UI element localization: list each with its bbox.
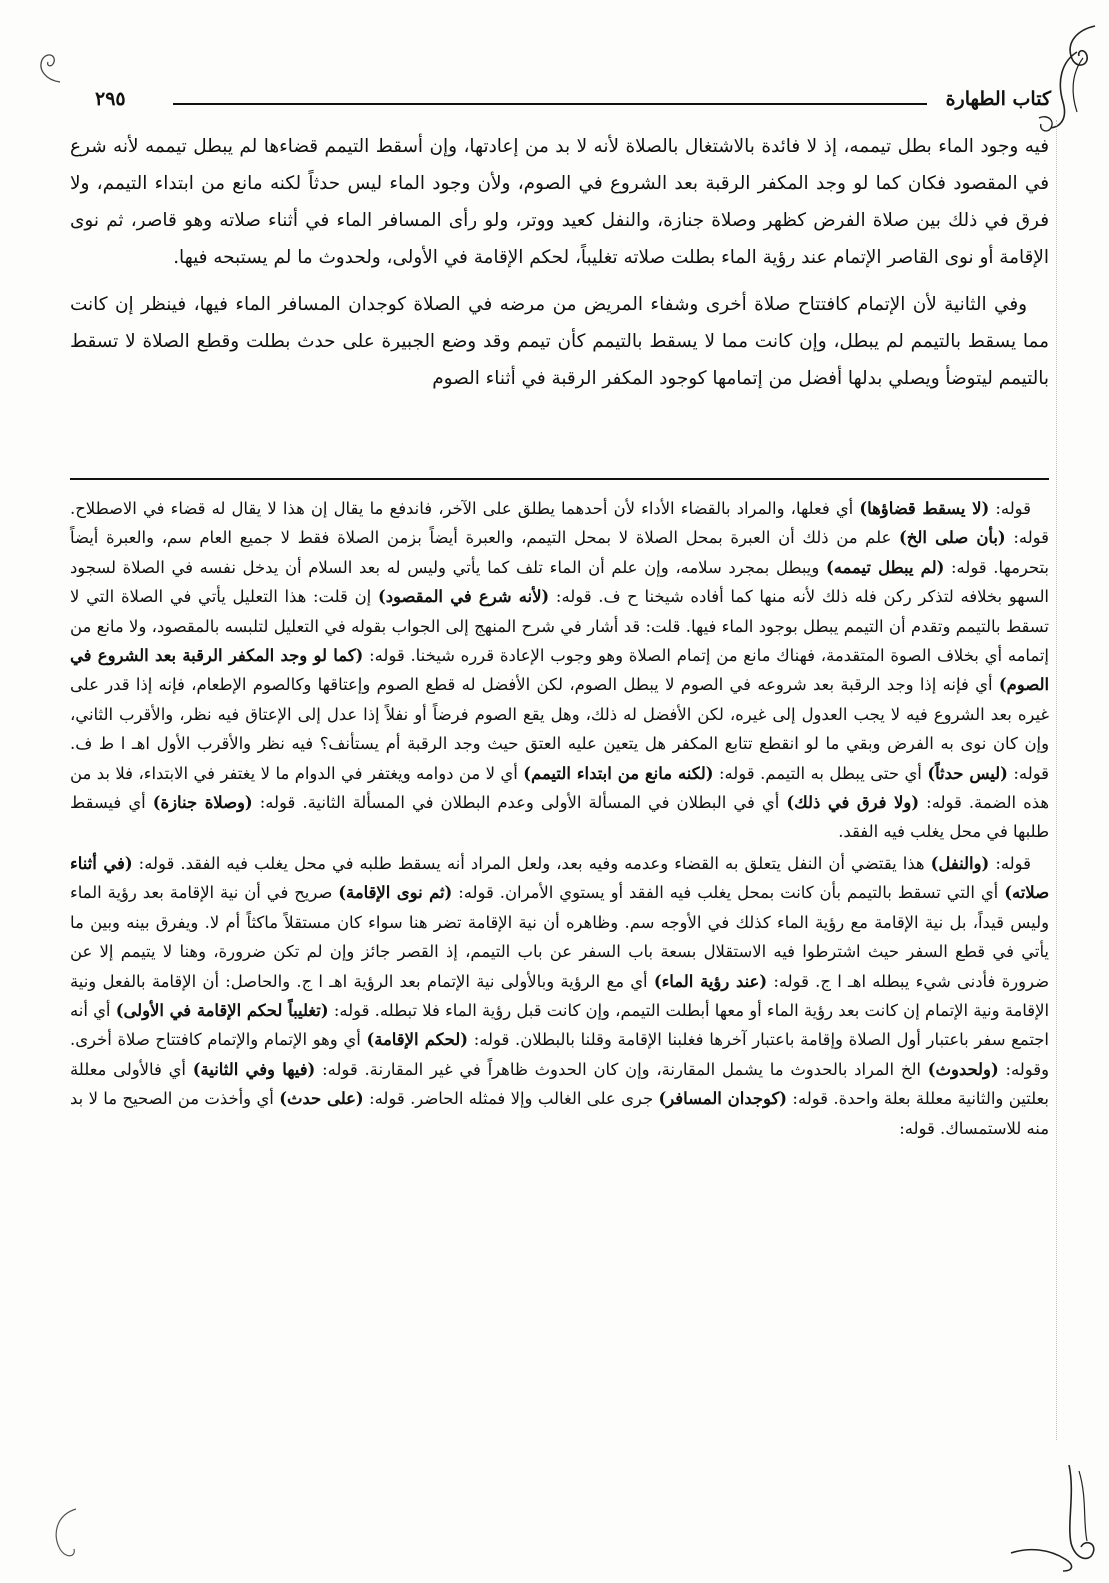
commentary-text-run: أي فالأولى معللة بعلتين والثانية معللة بعلة واحدة. قوله: (70, 1059, 1049, 1109)
commentary-text-run: أي في البطلان في المسألة الأولى وعدم البطلان في المسألة الثانية. قوله: (252, 793, 787, 813)
footnote-separator (70, 478, 1049, 480)
scroll-ornament-icon (46, 1505, 82, 1565)
quoted-term: (كما لو وجد المكفر الرقبة بعد الشروع في الصوم) (70, 646, 1049, 695)
page-header (95, 86, 1051, 120)
commentary-text-run: قوله: (989, 499, 1031, 518)
quoted-term: (تغليباً لحكم الإقامة في الأولى) (115, 1000, 329, 1020)
commentary-text-run: علم من ذلك أن العبرة بمحل الصلاة لا بمحل التيمم، والعبرة أيضاً بزمن الصلاة فقط لا جميع العام سم، والعبرة أيضاً بتحرمها. قوله: (70, 528, 1049, 577)
scroll-ornament-icon (1009, 1463, 1099, 1573)
commentary-text-run: أي التي تسقط بالتيمم بأن كانت بمحل يغلب فيه الفقد أو يستوي الأمران. قوله: (452, 883, 1005, 903)
page-number: ٢٩٥ (95, 88, 126, 110)
margin-border-line (1056, 120, 1057, 1440)
quoted-term: (والنفل) (930, 853, 990, 873)
commentary-text-run: صريح في أن نية الإقامة بعد رؤية الماء وليس قيداً، بل نية الإقامة مع رؤية الماء كذلك في الأوجه سم. وظاهره أن نية الإقامة تضر هنا سواء كان مستقلاً ماكثاً أم لا. ويفرق بينه وبين ما يأتي في قطع السفر حيث اشترطوا فيه الاستقلال بسعة باب السفر عن باب التيمم، إذ القصر جائز وإن لم تكن ضرورة، وهنا لا يتيمم إلا عن ضرورة فأدنى شيء يبطله اهـ ا ج. قوله: (70, 883, 1049, 991)
quoted-term: (لحكم الإقامة) (366, 1030, 469, 1050)
quoted-term: (في أثناء صلاته) (70, 853, 1049, 903)
commentary-text-run: ويبطل بمجرد سلامه، وإن علم أن الماء تلف كما يأتي وليس له بعد السلام أن يدخل نفسه في الصلاة لسجود السهو بخلافه لتذكر ركن فله ذلك لأنه منها كما أفاده شيخنا ح ف. قوله: (70, 557, 1049, 607)
commentary-paragraph (70, 849, 1049, 1143)
commentary-text-run: أي وهو الإتمام والإتمام كافتتاح صلاة أخرى. وقوله: (70, 1030, 1050, 1079)
scroll-ornament-icon (24, 46, 64, 86)
book-title: كتاب الطهارة (945, 88, 1051, 110)
commentary-text-run: أي لا من دوامه ويغتفر في الدوام ما لا يغتفر في الابتداء، فلا بد من هذه الضمة. قوله: (70, 763, 1049, 813)
quoted-term: (ليس حدثاً) (927, 763, 1008, 783)
quoted-term: (بأن صلى الخ) (899, 528, 1006, 548)
commentary-text-run: جرى على الغالب وإلا فمثله الحاضر. قوله: (363, 1089, 659, 1109)
quoted-term: (وصلاة جنازة) (152, 793, 253, 813)
commentary-paragraph (70, 494, 1049, 847)
quoted-term: (عند رؤية الماء) (653, 971, 768, 991)
commentary-text-run: الخ المراد بالحدوث ما يشمل المقارنة، وإن كان الحدوث ظاهراً في غير المقارنة. قوله: (315, 1059, 928, 1079)
main-paragraph: وفي الثانية لأن الإتمام كافتتاح صلاة أخرى وشفاء المريض من مرضه في الصلاة كوجدان المسافر الماء فيها، فينظر إن كانت مما يسقط بالتيمم لم يبطل، وإن كانت مما لا يسقط بالتيمم كأن تيمم وقد وضع الجبيرة على حدث بطلت وقطع الصلاة لا تسقط بالتيمم ليتوضأ ويصلي بدلها أفضل من إتمامها كوجود المكفر الرقبة في أثناء الصوم (70, 294, 1049, 389)
quoted-term: (لم يبطل تيممه) (825, 557, 945, 577)
main-text (70, 128, 1049, 397)
main-paragraph: فيه وجود الماء بطل تيممه، إذ لا فائدة بالاشتغال بالصلاة لأنه لا بد من إعادتها، وإن أسقط التيمم قضاءها لم يبطل تيممه لأنه شرع في المقصود فكان كما لو وجد المكفر الرقبة بعد الشروع في الصوم، ولأن وجود الماء ليس حدثاً لكنه مانع من ابتداء التيمم، ولا فرق في ذلك بين صلاة الفرض كظهر وصلاة جنازة، والنفل كعيد ووتر، ولو رأى المسافر الماء في أثناء صلاته وهو قاصر، ثم نوى الإقامة أو نوى القاصر الإتمام عند رؤية الماء بطلت صلاته تغليباً، لحكم الإقامة في الأولى، ولحدوث ما لم يستبحه فيها. (70, 136, 1049, 268)
commentary-text-run: قوله: (989, 853, 1031, 873)
header-rule (173, 103, 927, 105)
quoted-term: (لأنه شرع في المقصود) (377, 587, 550, 607)
commentary-text-run: أي فإنه إذا وجد الرقبة بعد شروعه في الصوم لا يبطل الصوم، لكن الأفضل له قطع الصوم وإعتاقها وكالصوم الإطعام، فإنه إذا قدر على غيره بعد الشروع فيه لا يجب العدول إلى غيره، لكن الأفضل له ذلك، وهل يقع الصوم فرضاً أو نفلاً إذا عدل إلى الإعتاق فيه نظر، والأقرب الثاني، وإن كان نوى به الفرض وبقي ما لو انقطع تتابع المكفر هل يتعين عليه العتق حيث وجد الرقبة أم يستأنف؟ فيه نظر والأقرب الأول اهـ ا ط ف. قوله: (70, 675, 1049, 783)
commentary-text-run: إن قلت: هذا التعليل يأتي في الصلاة التي لا تسقط بالتيمم وتقدم أن التيمم يبطل بوجود الماء فيها. قلت: قد أشار في شرح المنهج إلى الجواب بقوله في التعليل لتلبسه بالمقصود، ولا مانع من إتمامه أي بخلاف الصوة المتقدمة، فهناك مانع من إتمام الصلاة وهو وجوب الإعادة قرره شيخنا. قوله: (70, 587, 1049, 666)
commentary-text (70, 494, 1049, 1143)
commentary-text-run: أي حتى يبطل به التيمم. قوله: (713, 763, 928, 783)
quoted-term: (فيها وفي الثانية) (192, 1059, 316, 1079)
quoted-term: (ولحدوث) (927, 1059, 999, 1079)
quoted-term: (ثم نوى الإقامة) (338, 883, 453, 903)
quoted-term: (لا يسقط قضاؤها) (859, 499, 990, 518)
quoted-term: (لكنه مانع من ابتداء التيمم) (523, 763, 714, 783)
quoted-term: (ولا فرق في ذلك) (786, 793, 920, 813)
commentary-text-run: أي فعلها، والمراد بالقضاء الأداء لأن أحدهما يطلق على الآخر، فاندفع ما يقال إن هذا لا يقال له قضاء في الاصطلاح. قوله: (70, 499, 1049, 548)
commentary-text-run: أي فيسقط طلبها في محل يغلب فيه الفقد. (70, 793, 1049, 842)
commentary-text-run: أي وأخذت من الصحيح ما لا بد منه للاستمساك. قوله: (70, 1089, 1049, 1138)
commentary-text-run: هذا يقتضي أن النفل يتعلق به القضاء وعدمه وفيه بعد، ولعل المراد أنه يسقط طلبه في محل يغلب فيه الفقد. قوله: (132, 853, 931, 873)
quoted-term: (على حدث) (279, 1089, 364, 1109)
quoted-term: (كوجدان المسافر) (658, 1089, 788, 1109)
commentary-text-run: أي أنه اجتمع سفر باعتبار أول الصلاة وإقامة باعتبار آخرها فغلبنا الإقامة وقلنا بالبطلان. قوله: (69, 1000, 1049, 1050)
commentary-text-run: أي مع الرؤية وبالأولى نية الإتمام بعد الرؤية اهـ ا ج. والحاصل: أن الإقامة بالفعل ونية الإقامة ونية الإتمام إن كانت بعد رؤية الماء أو معها أبطلت التيمم، وإن كانت قبل رؤية الماء فلا تبطله. قوله: (70, 971, 1049, 1020)
